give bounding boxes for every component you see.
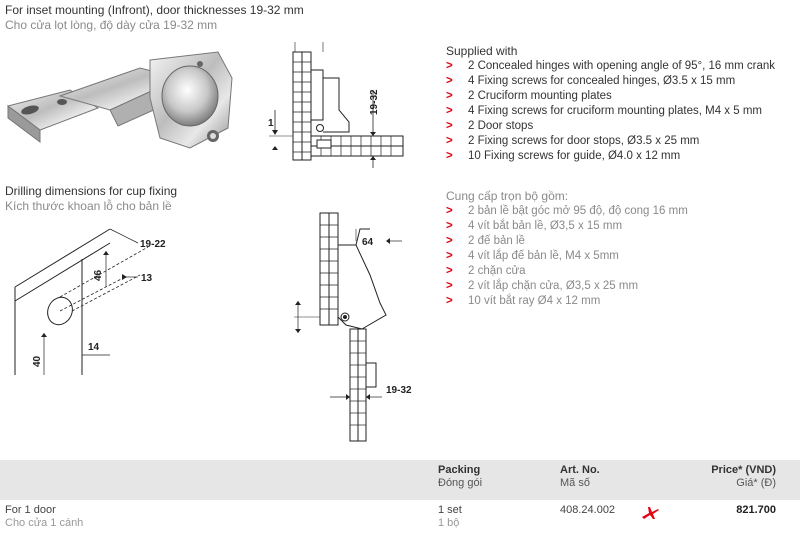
dim-46: 46 <box>93 269 104 281</box>
row-description: For 1 door Cho cửa 1 cánh <box>5 504 84 529</box>
dim-19-22: 19-22 <box>140 239 166 250</box>
list-item: > 2 bản lề bật góc mở 95 độ, độ cong 16 mm <box>446 205 688 217</box>
dim-13: 13 <box>141 273 153 284</box>
list-item: > 10 Fixing screws for guide, Ø4.0 x 12 mm <box>446 150 681 162</box>
bullet-chevron-icon: > <box>446 135 453 147</box>
drilling-title-vn: Kích thước khoan lỗ cho bản lề <box>5 199 172 213</box>
supplied-list-en <box>446 59 775 164</box>
dim-19-32: 19-32 <box>386 385 412 396</box>
bullet-chevron-icon: > <box>446 250 453 262</box>
bullet-chevron-icon: > <box>446 60 453 72</box>
bullet-chevron-icon: > <box>446 105 453 117</box>
list-item: > 2 Door stops <box>446 120 534 132</box>
bullet-chevron-icon: > <box>446 295 453 307</box>
hinge-product-image <box>0 38 240 158</box>
drilling-dimensions-diagram <box>10 215 190 385</box>
bullet-chevron-icon: > <box>446 205 453 217</box>
list-item: > 4 Fixing screws for cruciform mounting plates, M4 x 5 mm <box>446 105 762 117</box>
header-title-vn: Cho cửa lọt lòng, độ dày cửa 19-32 mm <box>5 18 218 32</box>
list-item: > 2 Concealed hinges with opening angle of 95°, 16 mm crank <box>446 60 775 72</box>
bullet-chevron-icon: > <box>446 280 453 292</box>
price-table-header <box>0 460 800 500</box>
list-item: > 10 vít bắt ray Ø4 x 12 mm <box>446 295 601 307</box>
dim-19-32-vertical: 19-32 <box>369 89 380 115</box>
row-packing: 1 set 1 bộ <box>438 504 462 529</box>
list-item: > 2 Fixing screws for door stops, Ø3.5 x 25 mm <box>446 135 700 147</box>
inset-mounting-section-diagram <box>265 40 415 175</box>
row-price: 821.700 <box>736 504 776 516</box>
supplied-title-vn: Cung cấp trọn bộ gồm: <box>446 189 569 203</box>
dim-1: 1 <box>268 118 274 129</box>
dim-40: 40 <box>32 355 43 367</box>
bullet-chevron-icon: > <box>446 120 453 132</box>
drilling-title-en: Drilling dimensions for cup fixing <box>5 184 178 198</box>
dim-64: 64 <box>362 237 374 248</box>
header-title-en: For inset mounting (Infront), door thicknesses 19-32 mm <box>5 3 304 17</box>
list-item: > 2 Cruciform mounting plates <box>446 90 612 102</box>
airplane-icon <box>640 504 660 522</box>
bullet-chevron-icon: > <box>446 235 453 247</box>
list-item: > 4 vít bắt bản lề, Ø3,5 x 15 mm <box>446 220 623 232</box>
supplied-title-en: Supplied with <box>446 44 518 58</box>
bullet-chevron-icon: > <box>446 265 453 277</box>
list-item: > 4 Fixing screws for concealed hinges, Ø3.5 x 15 mm <box>446 75 736 87</box>
supplied-list-vn <box>446 204 688 309</box>
bullet-chevron-icon: > <box>446 150 453 162</box>
table-row <box>0 500 800 540</box>
list-item: > 2 vít lắp chặn cửa, Ø3,5 x 25 mm <box>446 280 639 292</box>
list-item: > 2 đế bản lề <box>446 235 525 247</box>
supplied-section-vn <box>446 189 688 309</box>
bullet-chevron-icon: > <box>446 75 453 87</box>
supplied-section-en <box>446 44 775 164</box>
art-no-header: Art. No. Mã số <box>560 464 600 489</box>
packing-header: Packing Đóng gói <box>438 464 483 489</box>
list-item: > 2 chặn cửa <box>446 265 526 277</box>
price-header: Price* (VND) Giá* (Đ) <box>711 464 776 489</box>
hinge-crank-section-diagram <box>290 205 430 445</box>
list-item: > 4 vít lắp đế bản lề, M4 x 5mm <box>446 250 619 262</box>
dim-14: 14 <box>88 342 100 353</box>
row-art-no: 408.24.002 <box>560 504 616 516</box>
bullet-chevron-icon: > <box>446 220 453 232</box>
bullet-chevron-icon: > <box>446 90 453 102</box>
